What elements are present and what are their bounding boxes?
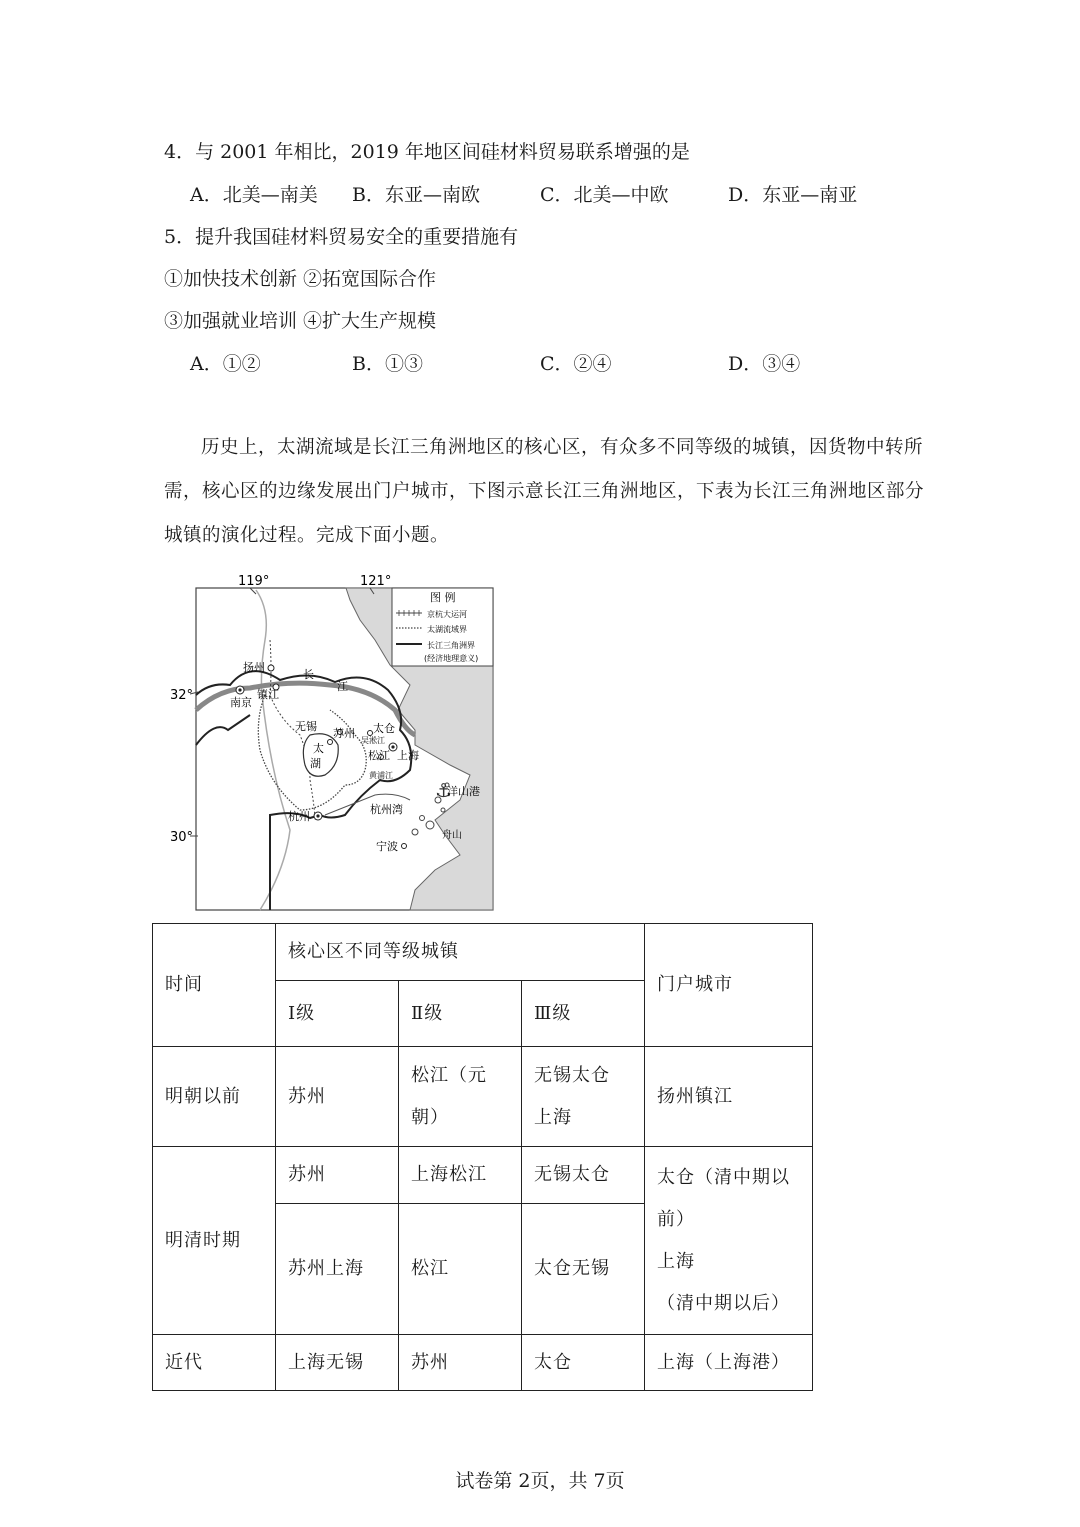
label-wusongjiang: 吴淞江	[361, 736, 385, 745]
label-suzhou: 苏州	[333, 727, 355, 740]
q4-option-a: A．北美—南美	[190, 184, 318, 206]
label-taicang: 太仓	[373, 722, 395, 735]
lon-label-119: 119°	[238, 574, 270, 589]
lat-label-32: 32°	[170, 688, 194, 703]
q5-option-b: B．①③	[352, 353, 423, 375]
row2a-level-3: 无锡太仓	[522, 1147, 645, 1204]
row2b-level-3: 太仓无锡	[522, 1204, 645, 1335]
row1-level-1: 苏州	[276, 1047, 399, 1147]
label-songjiang: 松江	[368, 749, 390, 762]
row2-gateway-line2: 前）	[657, 1208, 695, 1230]
q4-option-d: D．东亚—南亚	[728, 184, 858, 206]
q4-option-c: C．北美—中欧	[540, 184, 669, 206]
row1-level-3	[522, 1047, 645, 1147]
header-gateway-city: 门户城市	[645, 924, 813, 1047]
row3-level-3: 太仓	[522, 1335, 645, 1391]
label-chang: 长	[303, 668, 314, 681]
row2b-level-1: 苏州上海	[276, 1204, 399, 1335]
label-jiang: 江	[337, 680, 348, 693]
row3-time: 近代	[153, 1335, 276, 1391]
header-level-3: Ⅲ级	[522, 981, 645, 1047]
label-zhoushan: 舟山	[442, 830, 462, 841]
row2-gateway	[645, 1147, 813, 1335]
label-zhenjiang: 镇江	[257, 688, 279, 701]
label-ningbo: 宁波	[376, 840, 398, 853]
row1-level-3-line1: 无锡太仓	[534, 1064, 610, 1086]
row2-gateway-line1: 太仓（清中期以	[657, 1166, 790, 1188]
row1-level-3-line2: 上海	[534, 1106, 572, 1128]
row1-gateway: 扬州镇江	[645, 1047, 813, 1147]
q5-statement-2: ③加强就业培训 ④扩大生产规模	[164, 310, 437, 332]
row2a-level-1: 苏州	[276, 1147, 399, 1204]
label-shanghai: 上海	[397, 749, 419, 762]
lat-label-30: 30°	[170, 830, 194, 845]
q4-option-b: B．东亚—南欧	[352, 184, 480, 206]
town-evolution-table	[152, 923, 813, 1391]
row2b-level-2: 松江	[399, 1204, 522, 1335]
row1-time: 明朝以前	[153, 1047, 276, 1147]
label-yangzhou: 扬州	[243, 661, 265, 674]
row3-gateway: 上海（上海港）	[645, 1335, 813, 1391]
header-time: 时间	[153, 924, 276, 1047]
label-hu: 湖	[310, 757, 321, 770]
legend-canal-label: 京杭大运河	[427, 610, 467, 619]
q5-option-a: A．①②	[190, 353, 261, 375]
label-yangshan: 洋山港	[447, 785, 480, 798]
anchor-icon: ⚓	[435, 780, 453, 802]
header-level-2: Ⅱ级	[399, 981, 522, 1047]
q5-option-c: C．②④	[540, 353, 612, 375]
label-tai: 太	[313, 742, 324, 755]
legend-title: 图 例	[430, 591, 456, 604]
row3-level-2: 苏州	[399, 1335, 522, 1391]
q5-stem: 5．提升我国硅材料贸易安全的重要措施有	[164, 226, 519, 248]
q5-option-d: D．③④	[728, 353, 801, 375]
row3-level-1: 上海无锡	[276, 1335, 399, 1391]
q5-statement-1: ①加快技术创新 ②拓宽国际合作	[164, 268, 437, 290]
row2-gateway-line4: （清中期以后）	[657, 1292, 790, 1314]
legend-delta-boundary-label: 长江三角洲界	[427, 641, 475, 650]
row2a-level-2: 上海松江	[399, 1147, 522, 1204]
header-core-towns: 核心区不同等级城镇	[276, 924, 645, 981]
label-hangzhou: 杭州	[288, 810, 310, 823]
header-level-1: Ⅰ级	[276, 981, 399, 1047]
label-nanjing: 南京	[230, 696, 252, 709]
label-huangpujiang: 黄浦江	[369, 771, 393, 780]
row2-time: 明清时期	[153, 1147, 276, 1335]
legend-taihu-boundary-label: 太湖流域界	[427, 625, 467, 634]
page-footer: 试卷第 2页，共 7页	[455, 1470, 625, 1492]
row1-level-2: 松江（元朝）	[399, 1047, 522, 1147]
yangtze-delta-map	[160, 570, 500, 915]
row2-gateway-line3: 上海	[657, 1250, 695, 1272]
label-hangzhouwan: 杭州湾	[370, 803, 403, 816]
label-wuxi: 无锡	[295, 720, 317, 733]
passage: 历史上，太湖流域是长江三角洲地区的核心区，有众多不同等级的城镇，因货物中转所需，核心区的边缘发展出门户城市，下图示意长江三角洲地区，下表为长江三角洲地区部分城镇的演化过程。完成下面小题。	[164, 437, 925, 546]
q4-stem: 4．与 2001 年相比，2019 年地区间硅材料贸易联系增强的是	[164, 141, 690, 163]
legend-delta-note: (经济地理意义)	[424, 654, 479, 663]
lon-label-121: 121°	[360, 574, 392, 589]
